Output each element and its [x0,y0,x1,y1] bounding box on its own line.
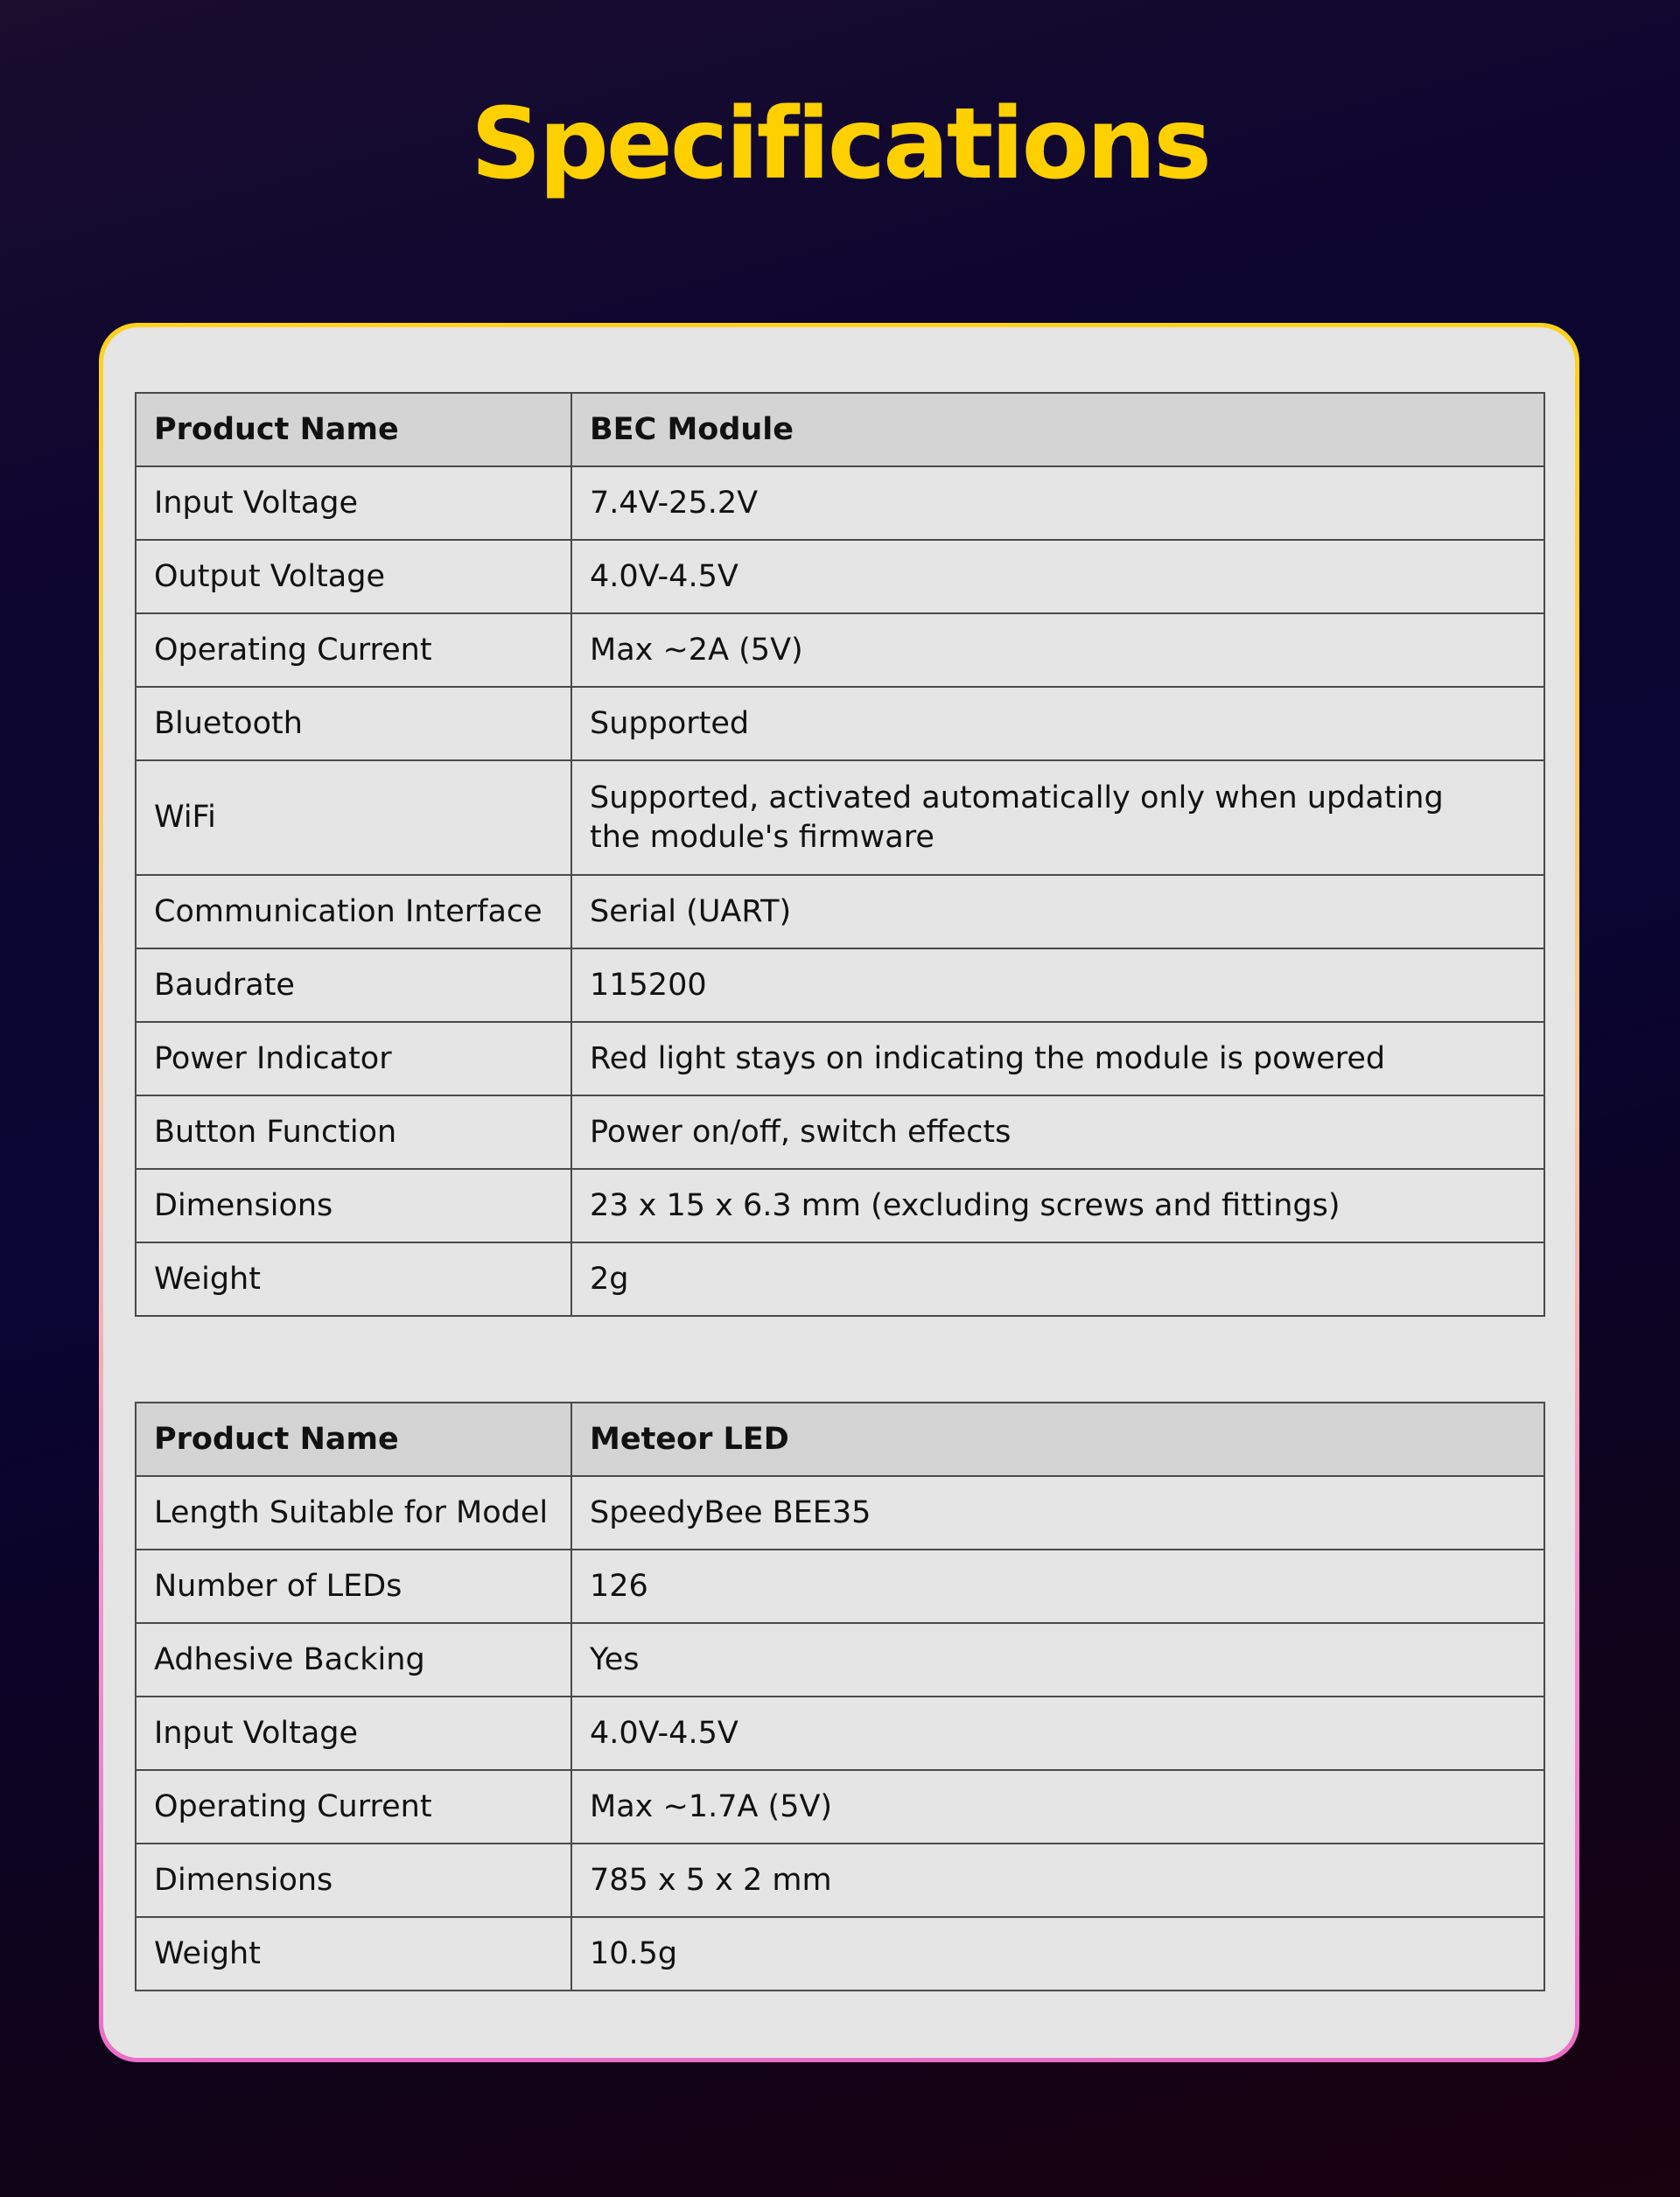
row-key: Input Voltage [136,466,571,540]
table-row [136,875,1544,948]
row-value: 126 [571,1550,1544,1623]
table-row [136,1623,1544,1697]
meteor-led-spec-table [135,1402,1545,1991]
table-row [136,1022,1544,1095]
table-row [136,1242,1544,1316]
row-key: Weight [136,1242,571,1316]
table-row [136,540,1544,613]
spec-card [99,323,1579,2062]
row-value: Power on/off, switch effects [571,1095,1544,1169]
row-value: 115200 [571,948,1544,1022]
row-value: 23 x 15 x 6.3 mm (excluding screws and fittings) [571,1169,1544,1242]
table-row [136,1917,1544,1991]
row-value: 10.5g [571,1917,1544,1991]
row-key: Button Function [136,1095,571,1169]
row-key: Dimensions [136,1844,571,1917]
table-row [136,1770,1544,1844]
row-key: WiFi [136,760,571,875]
row-value: 785 x 5 x 2 mm [571,1844,1544,1917]
table-row [136,1844,1544,1917]
table-row [136,760,1544,875]
row-value: SpeedyBee BEE35 [571,1476,1544,1550]
row-key: Communication Interface [136,875,571,948]
row-value: 4.0V-4.5V [571,540,1544,613]
table-row [136,1697,1544,1770]
page-title: Specifications [471,87,1209,201]
table-row [136,1550,1544,1623]
row-key: Output Voltage [136,540,571,613]
table-row [136,948,1544,1022]
table-row [136,1095,1544,1169]
row-value: Supported, activated automatically only when updating the module's firmware [571,760,1544,875]
table-row [136,1169,1544,1242]
row-value: Supported [571,687,1544,760]
row-value: Serial (UART) [571,875,1544,948]
bec-module-spec-table [135,392,1545,1317]
row-value: Max ~2A (5V) [571,613,1544,687]
row-value: Red light stays on indicating the module is powered [571,1022,1544,1095]
table-row [136,687,1544,760]
row-key: Input Voltage [136,1697,571,1770]
row-value: Max ~1.7A (5V) [571,1770,1544,1844]
row-key: Operating Current [136,613,571,687]
header-value: BEC Module [571,393,1544,466]
row-key: Operating Current [136,1770,571,1844]
row-value: 4.0V-4.5V [571,1697,1544,1770]
row-key: Bluetooth [136,687,571,760]
row-key: Number of LEDs [136,1550,571,1623]
table-row [136,466,1544,540]
header-key: Product Name [136,1403,571,1476]
row-key: Baudrate [136,948,571,1022]
row-key: Dimensions [136,1169,571,1242]
table-header-row [136,393,1544,466]
table-header-row [136,1403,1544,1476]
spec-card-body [103,327,1575,2058]
table-row [136,613,1544,687]
header-key: Product Name [136,393,571,466]
row-value: 2g [571,1242,1544,1316]
row-value: Yes [571,1623,1544,1697]
row-key: Power Indicator [136,1022,571,1095]
table-row [136,1476,1544,1550]
row-key: Weight [136,1917,571,1991]
header-value: Meteor LED [571,1403,1544,1476]
row-key: Length Suitable for Model [136,1476,571,1550]
row-key: Adhesive Backing [136,1623,571,1697]
row-value: 7.4V-25.2V [571,466,1544,540]
